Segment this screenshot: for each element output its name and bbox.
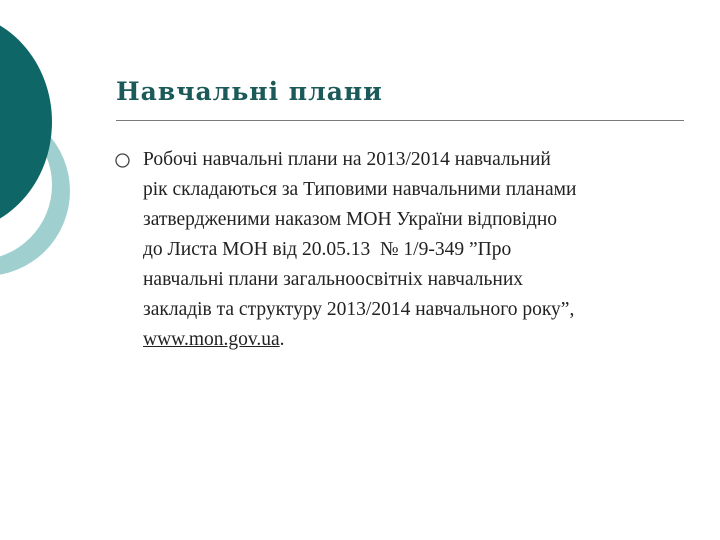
body-line: затвердженими наказом МОН України відповідно [143,209,558,230]
body-line: навчальні плани загальноосвітніх навчальних [143,269,524,290]
body-text [143,145,703,355]
light-teal-circle [0,106,70,276]
body-line: до Листа МОН від 20.05.13 № 1/9-349 ”Про [143,239,512,260]
body-line: закладів та структуру 2013/2014 навчального року”, [143,299,575,320]
body-line: рік складаються за Типовими навчальними планами [143,179,577,200]
title-divider [116,120,684,121]
dark-teal-circle [0,12,52,232]
ministry-website-link[interactable]: www.mon.gov.ua [143,329,280,350]
body-line: Робочі навчальні плани на 2013/2014 навчальний [143,149,551,170]
decorative-circles [0,0,120,300]
body-trailing-period: . [279,329,285,350]
slide-title: Навчальні плани [116,77,383,106]
hollow-circle-bullet-icon [114,152,131,169]
white-circle [0,110,52,260]
